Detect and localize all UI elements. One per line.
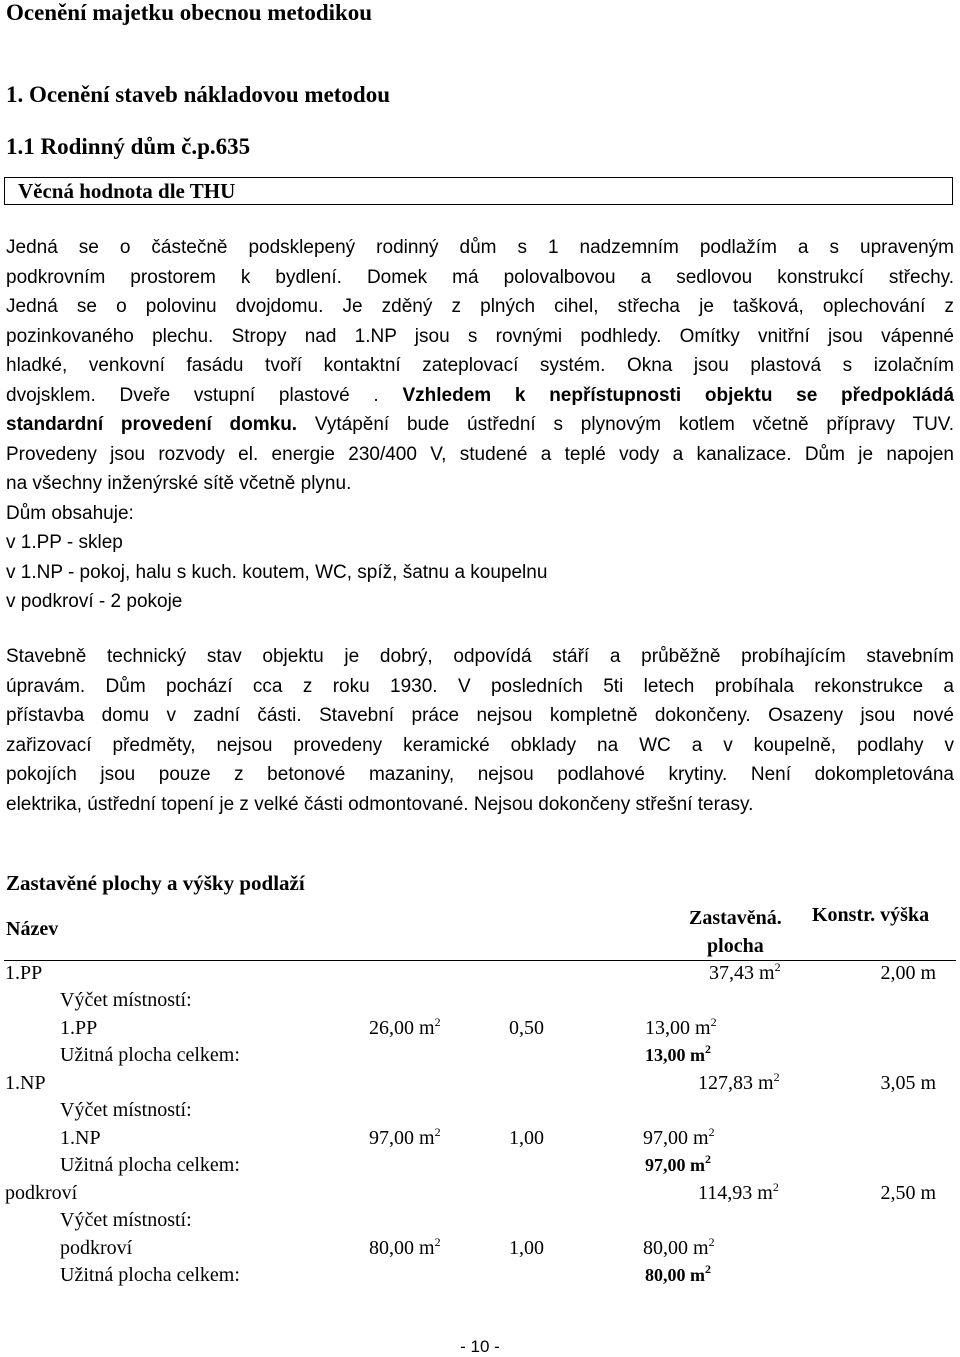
contains-item: v 1.PP - sklep (6, 532, 123, 553)
column-header-height: Konstr. výška (812, 904, 930, 926)
description-line: Jedná se o částečně podsklepený rodinný dům s 1 nadzemním podlažím a s upraveným (6, 237, 954, 258)
total-value: 97,00 $m^2$ (645, 1152, 711, 1175)
page-number: - 10 - (460, 1337, 500, 1356)
room-name: 1.NP (60, 1127, 101, 1149)
description-text: dvojsklem. Dveře vstupní plastové . (6, 384, 379, 406)
floor-built-area: 127,83 $m^2$ (698, 1070, 780, 1094)
floor-built-area: 114,93 $m^2$ (698, 1180, 779, 1204)
room-coefficient: 0,50 (509, 1017, 544, 1039)
contains-item: v 1.NP - pokoj, halu s kuch. koutem, WC, spíž, šatnu a koupelnu (6, 561, 548, 583)
room-name: 1.PP (60, 1017, 98, 1039)
total-label: Užitná plocha celkem: (60, 1154, 240, 1176)
subsection-heading: 1.1 Rodinný dům č.p.635 (6, 134, 251, 159)
header-rule (4, 960, 956, 961)
room-name: podkroví (60, 1237, 133, 1259)
rooms-label: Výčet místností: (60, 989, 192, 1011)
building-description (6, 233, 954, 617)
description-line: hladké, venkovní fasádu tvoří kontaktní zateplovací systém. Okna jsou plastová s izolačním (6, 355, 954, 376)
description-line: Jedná se o polovinu dvojdomu. Je zděný z plných cihel, střecha je tašková, oplechování z (6, 296, 954, 317)
room-result: 97,00 $m^2$ (643, 1125, 715, 1149)
floor-built-area: 37,43 $m^2$ (709, 960, 781, 984)
column-header-name: Název (6, 918, 59, 940)
page-title: Ocenění majetku obecnou metodikou (6, 0, 373, 25)
description-line: Provedeny jsou rozvody el. energie 230/400 V, studené a teplé vody a kanalizace. Dům je napojen (6, 443, 954, 465)
description-line: podkrovním prostorem k bydlení. Domek má polovalbovou a sedlovou konstrukcí střechy. (6, 266, 954, 288)
room-area: 80,00 $m^2$ (369, 1235, 441, 1259)
value-box-title: Věcná hodnota dle THU (18, 179, 236, 203)
floor-height: 3,05 m (880, 1072, 936, 1094)
contains-label: Dům obsahuje: (6, 502, 134, 524)
condition-line: pokojích jsou pouze z betonové mazaniny, nejsou podlahové krytiny. Není dokompletována (6, 764, 954, 785)
total-value: 13,00 $m^2$ (645, 1042, 711, 1065)
description-line (6, 381, 954, 411)
description-bold: Vzhledem k nepřístupnosti objektu se předpokládá (402, 384, 955, 406)
condition-line: přístavba domu v zadní části. Stavební práce nejsou kompletně dokončeny. Osazeny jsou nové (6, 705, 954, 726)
condition-line: úpravám. Dům pochází cca z roku 1930. V posledních 5ti letech probíhala rekonstrukce a (6, 675, 954, 697)
floor-height: 2,50 m (880, 1182, 936, 1204)
floor-height: 2,00 m (880, 962, 936, 984)
floor-name: 1.PP (5, 962, 43, 984)
description-line: na všechny inženýrské sítě včetně plynu. (6, 473, 352, 494)
floor-name: 1.NP (5, 1072, 46, 1094)
description-bold: standardní provedení domku. (6, 414, 298, 435)
condition-line: elektrika, ústřední topení je z velké části odmontované. Nejsou dokončeny střešní terasy. (6, 793, 754, 815)
room-result: 80,00 $m^2$ (643, 1235, 715, 1259)
room-area: 26,00 $m^2$ (369, 1015, 441, 1039)
condition-description (6, 642, 954, 819)
condition-line: Stavebně technický stav objektu je dobrý, odpovídá stáří a průběžně probíhajícím stavebním (6, 646, 954, 667)
room-coefficient: 1,00 (509, 1237, 544, 1259)
condition-line: zařizovací předměty, nejsou provedeny keramické obklady na WC a v koupelně, podlahy v (6, 734, 954, 756)
total-label: Užitná plocha celkem: (60, 1044, 240, 1066)
rooms-label: Výčet místností: (60, 1209, 192, 1231)
room-area: 97,00 $m^2$ (369, 1125, 441, 1149)
rooms-label: Výčet místností: (60, 1099, 192, 1121)
room-coefficient: 1,00 (509, 1127, 544, 1149)
section-heading: 1. Ocenění staveb nákladovou metodou (6, 82, 391, 107)
value-box (4, 177, 953, 205)
description-line (6, 410, 954, 440)
total-value: 80,00 $m^2$ (645, 1262, 711, 1285)
contains-item: v podkroví - 2 pokoje (6, 591, 183, 612)
description-text: Vytápění bude ústřední s plynovým kotlem včetně přípravy TUV. (314, 414, 954, 435)
areas-title: Zastavěné plochy a výšky podlaží (6, 871, 305, 895)
room-result: 13,00 $m^2$ (645, 1015, 717, 1039)
floor-name: podkroví (5, 1182, 78, 1204)
column-header-area: Zastavěná. plocha (689, 907, 782, 957)
description-line: pozinkovaného plechu. Stropy nad 1.NP jsou s rovnými podhledy. Omítky vnitřní jsou vápenné (6, 325, 954, 347)
total-label: Užitná plocha celkem: (60, 1264, 240, 1286)
